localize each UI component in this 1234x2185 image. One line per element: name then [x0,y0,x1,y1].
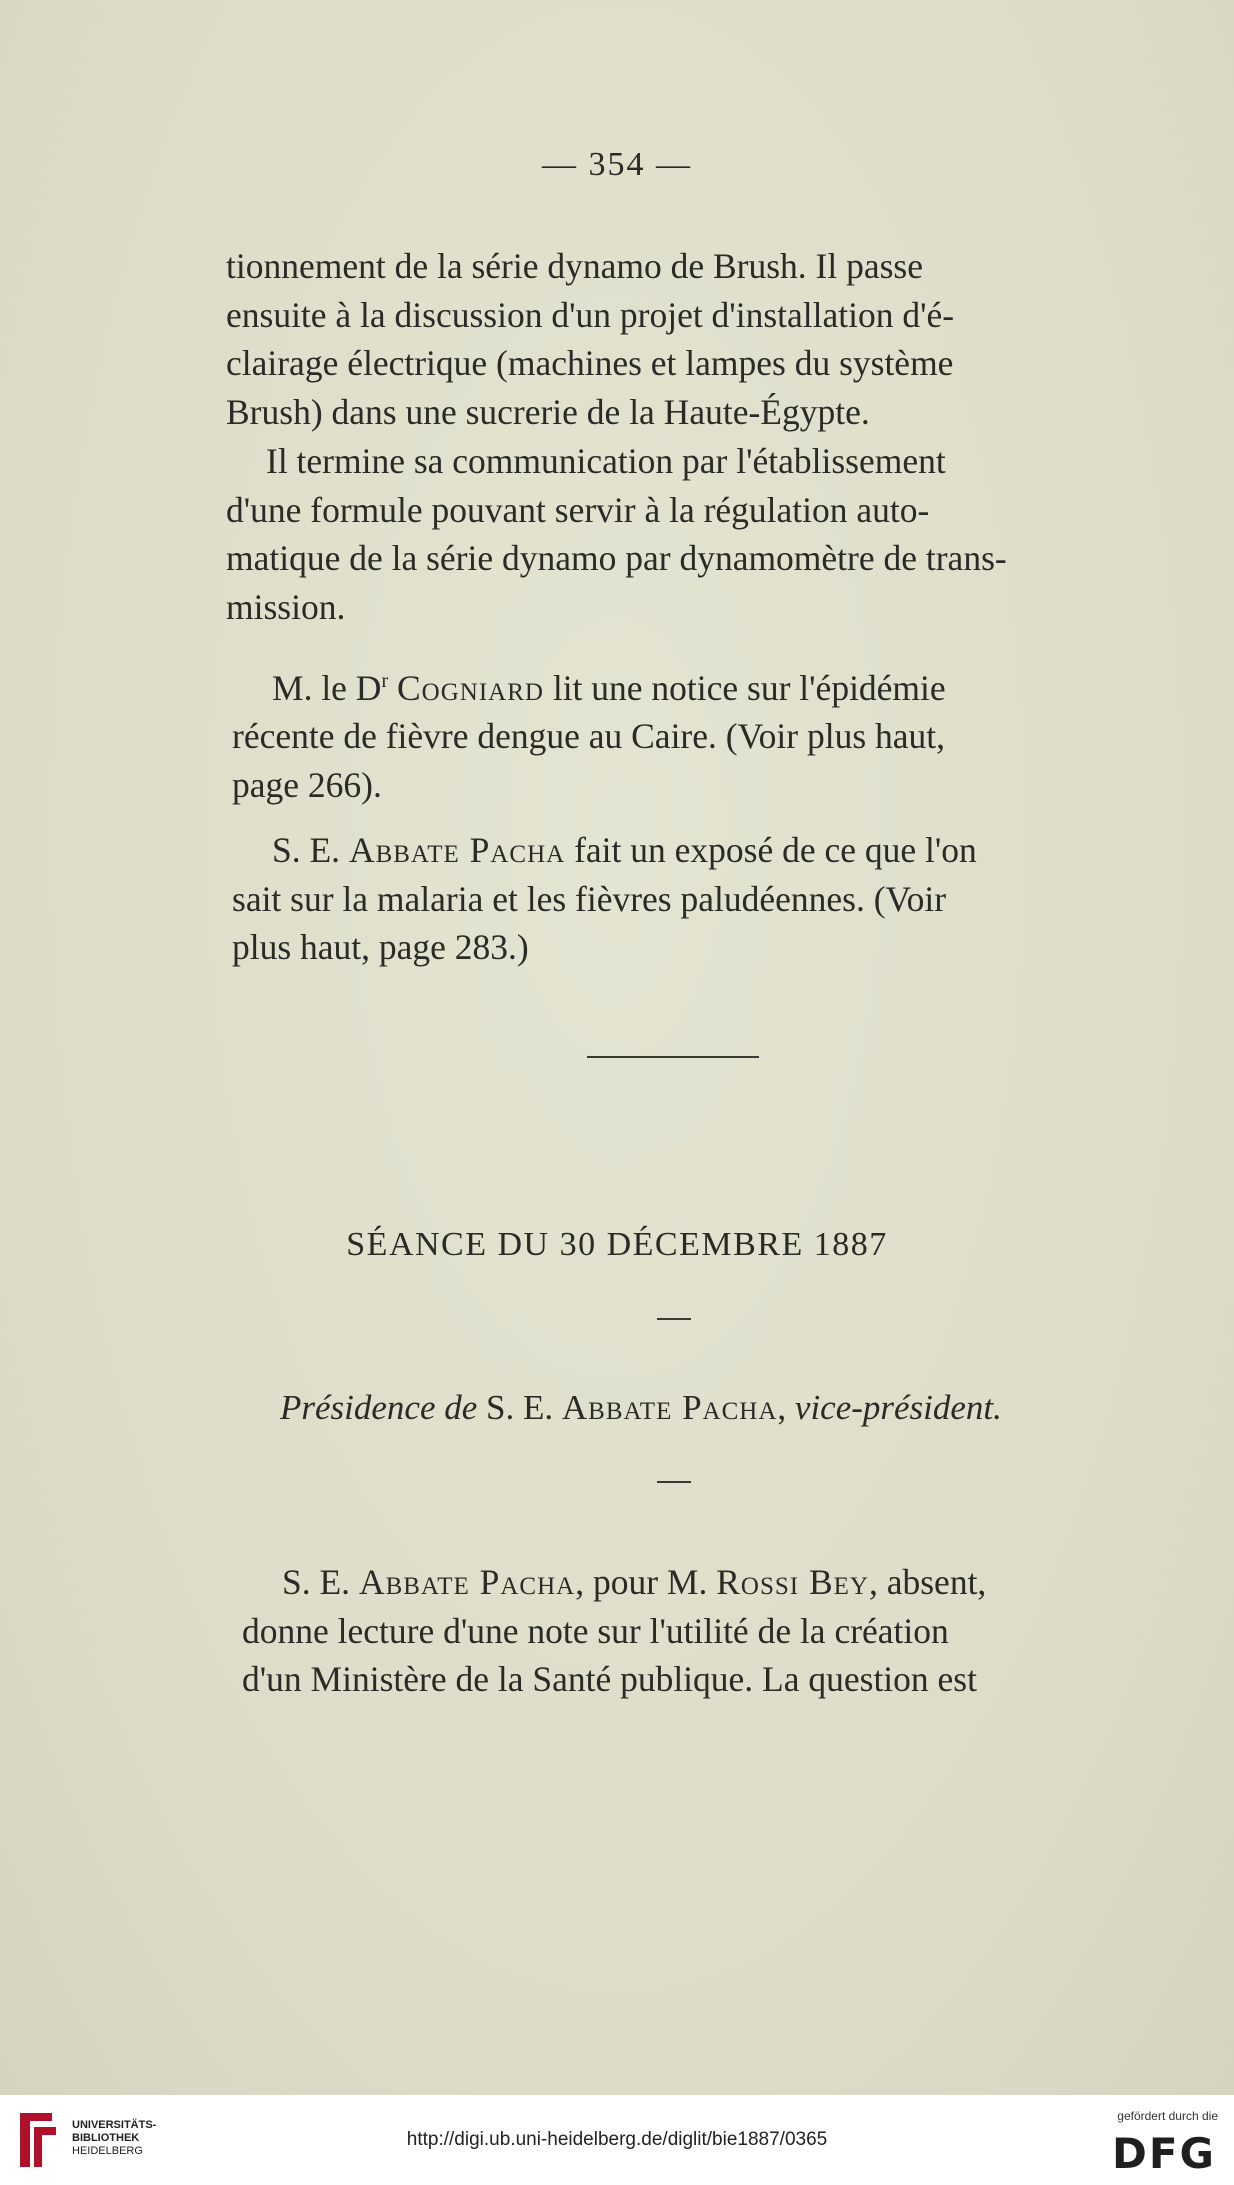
viewer-footer [0,2095,1234,2185]
text-span: M. le D [272,667,382,708]
text-span: vice-président. [794,1388,1002,1427]
text-span: S. E. [282,1562,359,1602]
person-name: Abbate Pacha [358,1562,576,1602]
text-span: , pour M. [575,1562,717,1602]
page-number: — 354 — [542,146,692,183]
permalink-url[interactable]: http://digi.ub.uni-heidelberg.de/diglit/bie1887/0365 [406,2129,828,2150]
person-name: Abbate Pacha [348,830,566,870]
text-span: lit une notice sur l'épidémie [543,667,946,708]
text-span: S. E. [272,830,349,870]
text-span: , absent, [868,1562,987,1602]
text-span: S. E. [477,1388,562,1427]
library-line: UNIVERSITÄTS- [72,2119,157,2131]
library-line: BIBLIOTHEK [72,2132,140,2144]
text-line: sait sur la malaria et les fièvres paludéennes. (Voir [232,878,947,919]
text-line [232,657,1100,712]
text-span: , [777,1388,795,1427]
text-line: donne lecture d'une note sur l'utilité de la création [242,1610,949,1651]
text-line: d'une formule pouvant servir à la régulation auto- [226,489,930,530]
text-line: tionnement de la série dynamo de Brush. Il passe [226,246,923,286]
paragraph-2 [226,437,1094,631]
presidence-line [280,1388,1110,1428]
text-line [232,826,1100,875]
text-line: Brush) dans une sucrerie de la Haute-Égypte. [226,391,870,432]
text-line: page 266). [232,764,382,805]
text-line: Il termine sa communication par l'établissement [266,441,946,481]
text-line: mission. [226,586,346,627]
paragraph-3 [232,657,1100,809]
text-line: ensuite à la discussion d'un projet d'installation d'é- [226,294,955,335]
funding-label: gefördert durch die [1117,2109,1218,2123]
text-line [242,1558,1112,1607]
paragraph-1 [226,242,1094,436]
presidence-dash [657,1481,691,1483]
text-line: clairage électrique (machines et lampes du système [226,343,954,383]
text-line: matique de la série dynamo par dynamomètre de trans- [226,538,1007,578]
library-line: HEIDELBERG [72,2145,143,2157]
dfg-logo: DFG [1111,2129,1216,2178]
section-divider [587,1056,759,1058]
section-heading: SÉANCE DU 30 DÉCEMBRE 1887 [346,1226,888,1263]
heading-dash [657,1318,691,1320]
person-name: Rossi Bey [716,1562,869,1602]
text-line: plus haut, page 283.) [232,927,529,967]
superscript: r [381,670,389,692]
text-line: récente de fièvre dengue au Caire. (Voir plus haut, [232,716,945,757]
text-line: d'un Ministère de la Santé publique. La question est [242,1659,977,1699]
person-name: Abbate Pacha [561,1388,778,1427]
text-span: fait un exposé de ce que l'on [565,830,977,870]
text-span: Présidence de [280,1388,478,1427]
paragraph-5 [242,1558,1112,1704]
paragraph-4 [232,826,1100,972]
person-name: Cogniard [397,667,544,708]
